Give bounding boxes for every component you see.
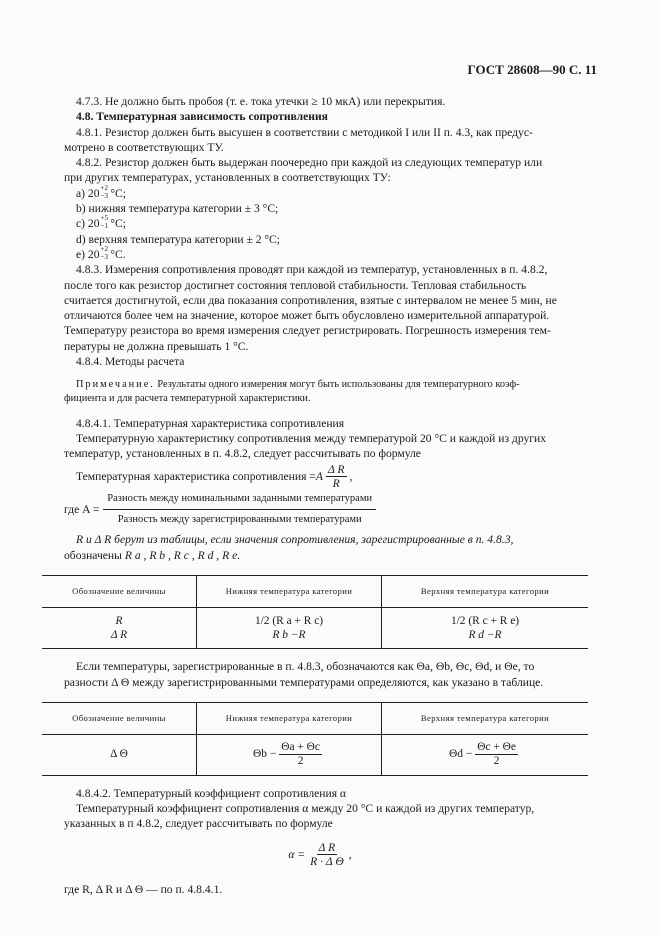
- note-text-2: фициента и для расчета температурной характеристики.: [64, 392, 311, 404]
- table2-cell-upper: Θd − $\frac{\Theta c + \Theta e}{2}$: [382, 735, 589, 775]
- list-item-d: d) верхняя температура категории ± 2 °С;: [76, 232, 280, 246]
- R-source-line2: обозначены R a , R b , R c , R d , R e.: [64, 548, 241, 562]
- formula-where-A: где A = $\frac{\text{Разность между номинальными заданными температурами}}{\text{Разность между зарегистрированными температурами}}$: [64, 492, 584, 527]
- page-content: [64, 94, 584, 898]
- tolerance-c: +5 −1: [100, 214, 108, 231]
- table-resistance: [42, 575, 588, 649]
- R-source-line1: R и Δ R берут из таблицы, если значения сопротивления, зарегистрированные в п. 4.8.3,: [76, 533, 514, 547]
- tolerance-e: +2 −3: [100, 244, 108, 261]
- tolerance-a: +2 −3: [100, 183, 108, 200]
- clause-4-8-1-line1: 4.8.1. Резистор должен быть высушен в соответствии с методикой I или II п. 4.3, как предус-: [76, 125, 533, 139]
- clause-4-8-4-2: 4.8.4.2. Температурный коэффициент сопротивления α: [76, 786, 347, 800]
- list-item-b: b) нижняя температура категории ± 3 °С;: [76, 202, 279, 216]
- where-A-fraction: $\frac{\text{Разность между номинальными заданными температурами}}{\text{Разность между зарегистрированными температурами}}$: [103, 492, 376, 527]
- table2-header-2: Нижняя температура категории: [197, 702, 382, 734]
- list-item-e: е) 20 +2 −3 °С.: [76, 244, 126, 261]
- table2-cell-quantity: Δ Θ: [110, 748, 128, 761]
- clause-4-8-4-1: 4.8.4.1. Температурная характеристика сопротивления: [76, 416, 345, 430]
- clause-4-7-3: 4.7.3. Не должно быть пробоя (т. е. тока утечки ≥ 10 мкА) или перекрытия.: [76, 95, 446, 108]
- formula1-fraction: $\frac{\text{Δ R}}{R}$: [327, 463, 345, 491]
- clause-4-8-2-line1: 4.8.2. Резистор должен быть выдержан поочередно при каждой из следующих температур или: [76, 156, 543, 170]
- formula-alpha: α = $\frac{\text{Δ R}}{\text{R · Δ Θ}}$ ,: [288, 841, 352, 869]
- clause-4-8-4: 4.8.4. Методы расчета: [76, 355, 185, 369]
- table1-cell-upper: 1/2 (R c + R e) R d −R: [382, 608, 589, 649]
- heading-4-8: 4.8. Температурная зависимость сопротивления: [76, 110, 328, 124]
- clause-4-8-3-line3: считается достигнутой, если два показания сопротивления, взятые с интервалом не менее 5 мин, не: [64, 293, 557, 307]
- table1-header-3: Верхняя температура категории: [382, 576, 589, 608]
- clause-4-8-4-1-line1: Температурную характеристику сопротивления между температурой 20 °С и каждой из других: [76, 431, 547, 445]
- theta-line2: разности Δ Θ между зарегистрированными температурами определяются, как указано в таблице.: [64, 675, 544, 689]
- theta-line1: Если температуры, зарегистрированные в п. 4.8.3, обозначаются как Θa, Θb, Θc, Θd, и Θe, то: [76, 660, 535, 674]
- clause-4-8-3-line4: отличаются более чем на значение, которое может быть обусловлено измерительной аппаратурой.: [64, 309, 550, 323]
- clause-4-8-3-line1: 4.8.3. Измерения сопротивления проводят при каждой из температур, установленных в п. 4.8.2,: [76, 263, 548, 277]
- clause-4-8-3-line6: пературы не должна превышать 1 °С.: [64, 339, 249, 353]
- table1-cell-quantity: R Δ R: [110, 615, 128, 642]
- clause-4-8-4-1-line2: температур, установленных в п. 4.8.2, следует рассчитывать по формуле: [64, 447, 421, 461]
- clause-4-8-4-2-line1: Температурный коэффициент сопротивления α между 20 °С и каждой из других температур,: [76, 801, 535, 815]
- final-line: где R, Δ R и Δ Θ — по п. 4.8.4.1.: [64, 883, 223, 897]
- note-text-1: Результаты одного измерения могут быть использованы для температурного коэф-: [154, 379, 520, 391]
- table2-cell-lower: Θb − $\frac{\Theta a + \Theta c}{2}$: [197, 735, 382, 775]
- formula-temp-characteristic: Температурная характеристика сопротивления = A $\frac{\text{Δ R}}{R}$ ,: [76, 463, 353, 491]
- formula2-fraction: $\frac{\text{Δ R}}{\text{R · Δ Θ}}$: [310, 841, 344, 869]
- clause-4-8-2-line2: при других температурах, установленных в соответствующих ТУ:: [64, 171, 391, 185]
- note: [64, 378, 584, 405]
- table1-header-2: Нижняя температура категории: [197, 576, 382, 608]
- table2-header-1: Обозначение величины: [42, 702, 197, 734]
- table-temperature: [42, 702, 588, 776]
- table2-header-3: Верхняя температура категории: [382, 702, 589, 734]
- list-item-a: а) 20 +2 −3 °С;: [76, 183, 127, 200]
- clause-4-8-1-line2: мотрено в соответствующих ТУ.: [64, 140, 224, 154]
- list-item-c: с) 20 +5 −1 °С;: [76, 214, 127, 231]
- clause-4-8-3-line2: после того как резистор достигнет состояния тепловой стабильности. Тепловая стабильность: [64, 278, 527, 292]
- clause-4-8-4-2-line2: указанных в п 4.8.2, следует рассчитывать по формуле: [64, 817, 333, 831]
- table1-cell-lower: 1/2 (R a + R c) R b −R: [197, 608, 382, 649]
- table1-header-1: Обозначение величины: [42, 576, 197, 608]
- page-header: ГОСТ 28608—90 С. 11: [467, 62, 597, 77]
- note-label: Примечание.: [76, 379, 155, 391]
- clause-4-8-3-line5: Температуру резистора во время измерения следует регистрировать. Погрешность измерения тем-: [64, 324, 551, 338]
